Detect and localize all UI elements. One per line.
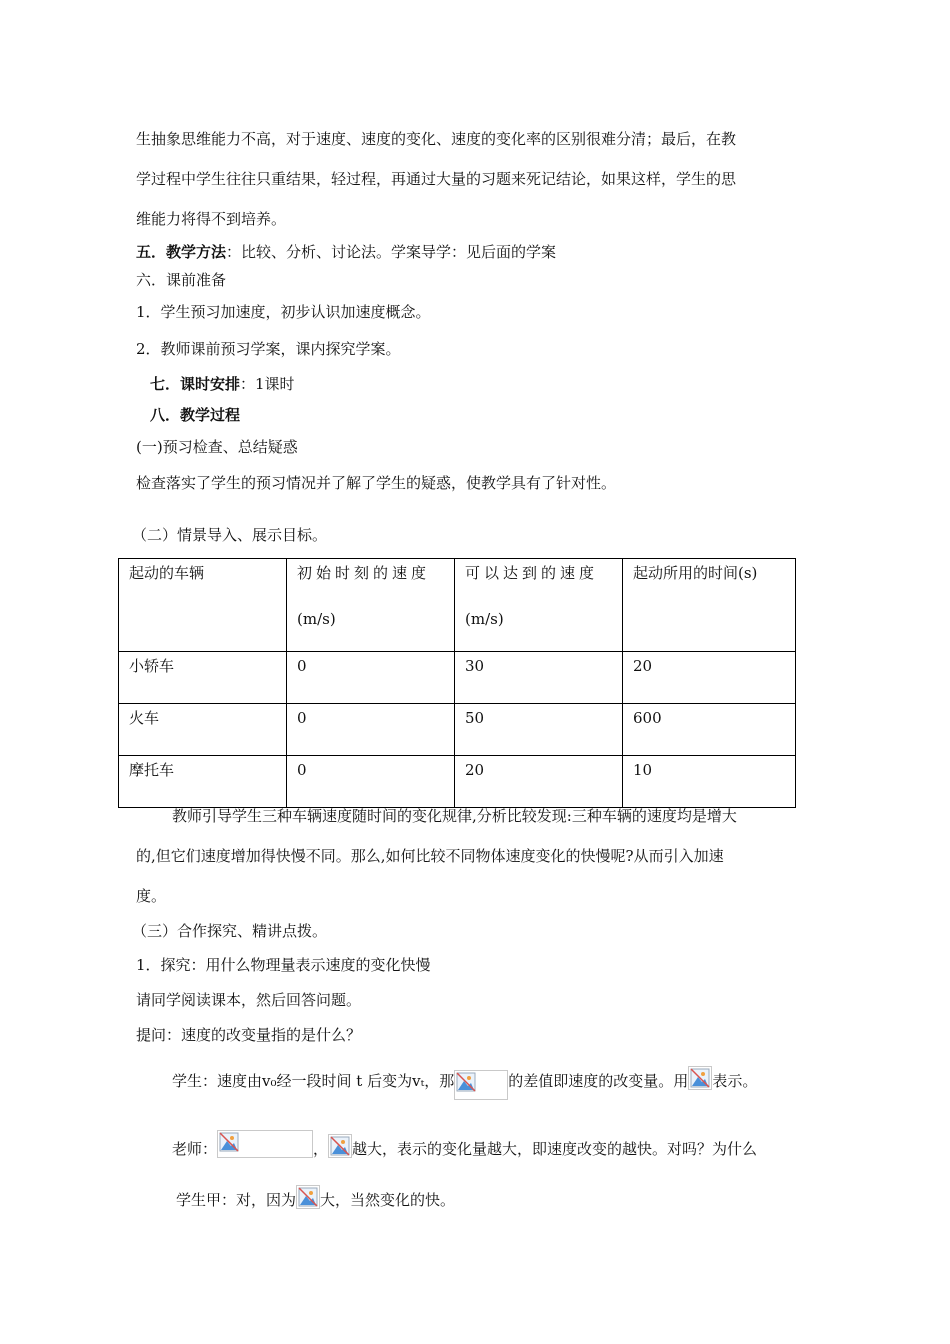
prep-item-1: 1．学生预习加速度，初步认识加速度概念。 <box>136 303 431 321</box>
student-answer: 学生：速度由v₀经一段时间 t 后变为vₜ，那 的差值即速度的改变量。用 表示。 <box>172 1066 757 1100</box>
paragraph-line: 教师引导学生三种车辆速度随时间的变化规律,分析比较发现:三种车辆的速度均是增大 <box>172 807 737 825</box>
schedule-label: 七．课时安排 <box>150 375 241 393</box>
table-row <box>119 652 796 704</box>
method-text: ：比较、分析、讨论法。学案导学：见后面的学案 <box>226 243 557 261</box>
table-row <box>119 704 796 756</box>
prep-item-2: 2．教师课前预习学案，课内探究学案。 <box>136 340 401 358</box>
schedule <box>150 374 295 394</box>
question: 提问：速度的改变量指的是什么？ <box>136 1026 362 1044</box>
paragraph-line: 生抽象思维能力不高，对于速度、速度的变化、速度的变化率的区别很难分清；最后，在教 <box>136 130 737 148</box>
step2-title: （二）情景导入、展示目标。 <box>132 526 328 544</box>
table-cell: 30 <box>455 652 623 704</box>
table-header-row <box>119 559 796 652</box>
paragraph-line: 学过程中学生往往只重结果，轻过程，再通过大量的习题来死记结论，如果这样，学生的思 <box>136 170 737 188</box>
table-cell: 0 <box>287 756 455 808</box>
prep-title: 六．课前准备 <box>136 271 227 289</box>
explore-1: 1．探究：用什么物理量表示速度的变化快慢 <box>136 956 431 974</box>
broken-image-icon <box>296 1185 320 1209</box>
broken-image-icon <box>688 1066 712 1090</box>
table-row <box>119 756 796 808</box>
teaching-method <box>136 242 556 262</box>
process-title: 八．教学过程 <box>150 406 241 424</box>
broken-image-icon <box>328 1134 352 1158</box>
table-header-cell: 初始时刻的速度 (m/s) <box>287 559 455 652</box>
table-cell: 50 <box>455 704 623 756</box>
table-cell: 小轿车 <box>119 652 287 704</box>
studentA-answer: 学生甲：对，因为 大，当然变化的快。 <box>176 1185 455 1210</box>
table-header-cell: 可以达到的速度 (m/s) <box>455 559 623 652</box>
table-cell: 0 <box>287 704 455 756</box>
step1-title: (一)预习检查、总结疑惑 <box>136 438 298 456</box>
table-cell: 10 <box>623 756 796 808</box>
schedule-text: ：1课时 <box>240 375 295 393</box>
step1-text: 检查落实了学生的预习情况并了解了学生的疑惑，使教学具有了针对性。 <box>136 474 617 492</box>
broken-image-icon <box>454 1070 508 1100</box>
paragraph-line: 度。 <box>136 887 167 905</box>
paragraph-line: 的,但它们速度增加得快慢不同。那么,如何比较不同物体速度变化的快慢呢?从而引入加速 <box>136 847 724 865</box>
table-header-cell: 起动所用的时间(s) <box>623 559 796 652</box>
table-cell: 火车 <box>119 704 287 756</box>
method-label: 五．教学方法 <box>136 243 227 261</box>
table-cell: 20 <box>623 652 796 704</box>
broken-image-icon <box>217 1130 313 1158</box>
explore-read: 请同学阅读课本，然后回答问题。 <box>136 991 362 1009</box>
table-cell: 20 <box>455 756 623 808</box>
step3-title: （三）合作探究、精讲点拨。 <box>132 922 328 940</box>
teacher-question: 老师： ， 越大，表示的变化量越大，即速度改变的越快。对吗？为什么 <box>172 1130 757 1159</box>
paragraph-line: 维能力将得不到培养。 <box>136 210 287 228</box>
table-cell: 摩托车 <box>119 756 287 808</box>
table-cell: 600 <box>623 704 796 756</box>
vehicle-speed-table <box>118 558 796 808</box>
table-header-cell: 起动的车辆 <box>119 559 287 652</box>
table-cell: 0 <box>287 652 455 704</box>
